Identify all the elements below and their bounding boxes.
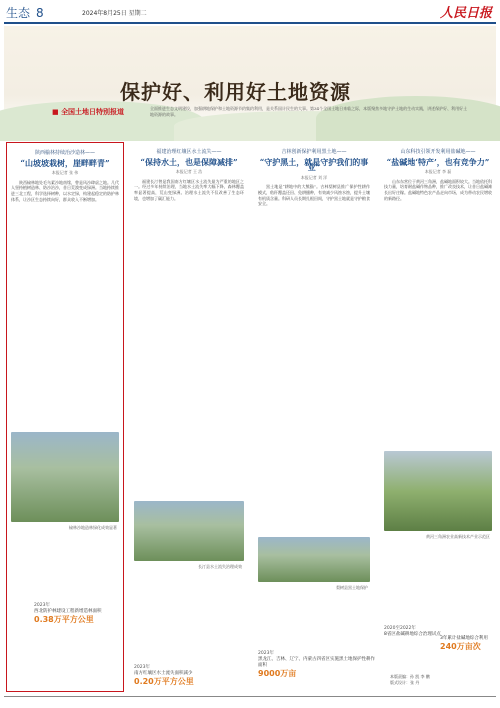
article-headline: “守护黑土，就是守护我们的事业” — [259, 156, 369, 173]
article-shandong — [380, 142, 496, 612]
article-body: 黑土地是“耕地中的大熊猫”。吉林梨树县推广保护性耕作模式，秸秆覆盖还田、免耕播种，有效减少风蚀水蚀，提升土壤有机质含量。科研人员长期扎根田间，守护黑土地就是守护粮食安全。 — [258, 184, 370, 207]
stat-block-3: 2023年 黑龙江、吉林、辽宁、内蒙古四省区实施黑土地保护性耕作面积 9000万亩 — [258, 651, 375, 678]
article-photo — [11, 432, 119, 522]
photo-caption: 榆林沙地造林绿化成效显著 — [69, 525, 117, 531]
article-photo — [384, 451, 492, 531]
article-kicker: 吉林创新保护利用黑土地—— — [281, 149, 347, 155]
intro-text: 全面推进生态文明建设，加强耕地保护和土地资源节约集约利用，是关系国计民生的大事。第34个全国土地日来临之际，本版聚焦多地守护土地的生动实践，讲述保护好、利用好土地资源的故事。 — [150, 106, 468, 117]
page-title: 保护好、利用好土地资源 — [120, 80, 351, 104]
issue-date: 2024年8月25日 星期二 — [82, 10, 147, 17]
photo-caption: 黄河三角洲农业高新技术产业示范区 — [426, 534, 490, 540]
article-byline: 本报记者 刘 洋 — [300, 174, 328, 180]
article-kicker: 福建治理红壤区水土流失—— — [156, 149, 222, 155]
article-body: 陕西榆林地处毛乌素沙地南缘，曾是风沙肆虐之地。几代人坚持植树造林、防沙治沙，昔日荒漠变成绿洲。当地持续推进三北工程，科学选择树种，以水定绿，构建起稳定的防护林体系，让沙区生态持续向好，群众收入不断增加。 — [11, 179, 119, 202]
article-body: 福建长汀曾是我国南方红壤区水土流失最为严重的地区之一。经过多年持续治理，当地水土流失率大幅下降，森林覆盖率显著提高，荒山变绿洲。治理水土流失不仅改善了生态环境，也增加了碳汇能力。 — [134, 178, 244, 201]
newspaper-logo: 人民日报 — [439, 6, 492, 21]
article-photo — [134, 501, 244, 561]
article-headline: “保持水土，也是保障减排” — [140, 156, 238, 167]
article-byline: 本报记者 王 浩 — [175, 169, 203, 175]
article-photo — [258, 537, 370, 582]
article-kicker: 陕西榆林持续治沙造林—— — [34, 150, 95, 156]
footer-credits: 本版责编：孙 凯 李 鹏 版式设计：张 丹 — [390, 674, 430, 685]
article-kicker: 山东科技引领开发利用盐碱地—— — [400, 149, 476, 155]
stat-block-4: 2020至2022年 8省区盐碱耕地综合治理试点 — [384, 626, 441, 637]
article-headline: “山坡坡栽树，崖畔畔青” — [20, 157, 110, 168]
stat-block-2: 2023年 南方红壤区水土流失面积减少 0.20万平方公里 — [134, 665, 194, 686]
photo-caption: 长汀县水土流失治理成效 — [198, 564, 242, 570]
article-byline: 本报记者 张 伟 — [51, 170, 79, 176]
stat-block-5: 3年累计盐碱地综合利用 240万亩次 — [440, 636, 488, 651]
photo-caption: 梨树县黑土地保护 — [336, 584, 368, 590]
stat-block-1: 2023年 西北防护林建设工程新增造林面积 0.38万平方公里 — [34, 603, 102, 624]
section-label: 生态 8 — [6, 6, 44, 20]
article-byline: 本报记者 李 磊 — [424, 169, 452, 175]
article-body: 山东东营位于黄河三角洲，盐碱地面积较大。当地依托科技力量，培育耐盐碱作物品种，推广改良技术，让昔日盐碱滩长出好庄稼。盐碱地特色农产品走向市场，成为带动农民增收的新路径。 — [384, 178, 492, 201]
footer-rule — [4, 696, 496, 697]
article-fujian — [130, 142, 248, 690]
article-jilin — [254, 142, 374, 690]
special-report-tag: ■ 全国土地日特别报道 — [52, 108, 125, 116]
article-headline: “盐碱地‘特产’，也有竞争力” — [386, 156, 490, 167]
header-rule — [4, 22, 496, 24]
